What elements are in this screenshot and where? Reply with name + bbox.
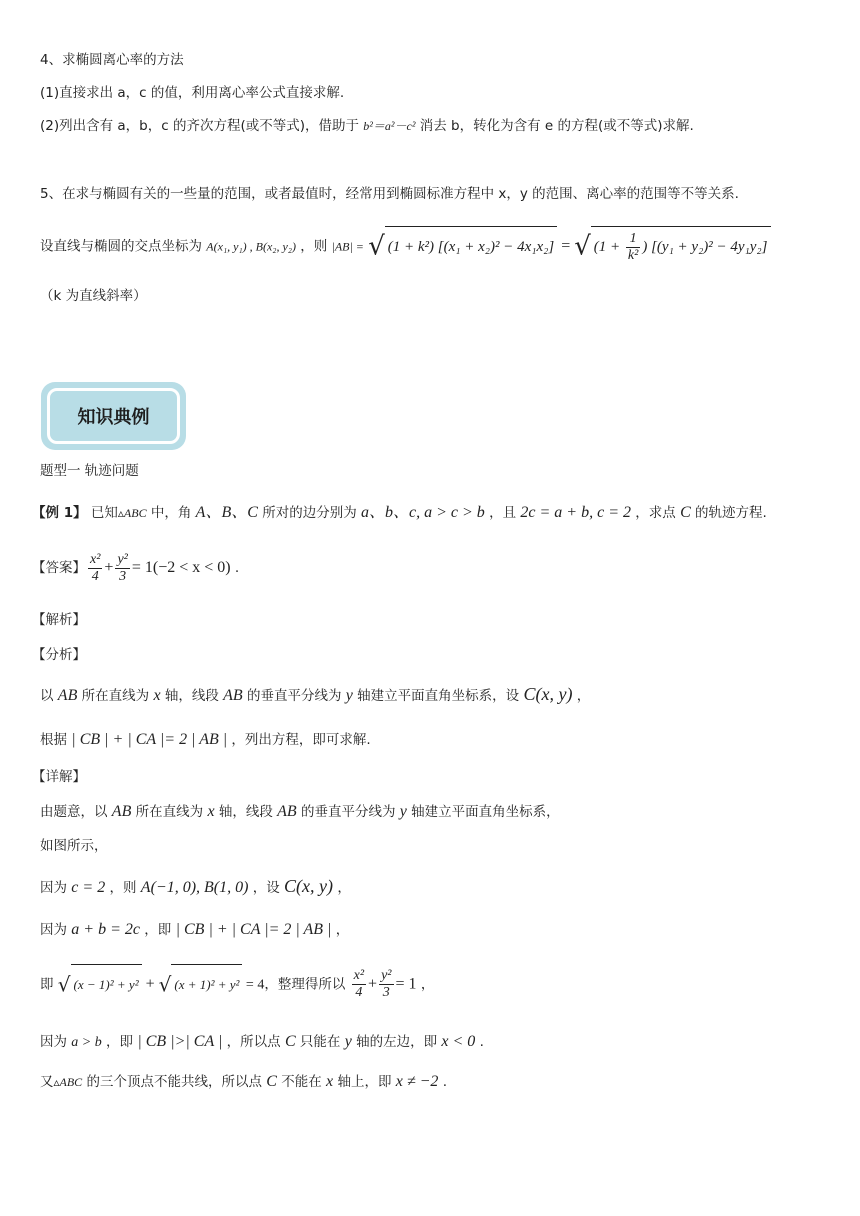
d5-den-1: 4 <box>355 985 363 1000</box>
example-1 <box>32 503 767 523</box>
an1-b: 所在直线为 <box>77 688 154 704</box>
an1-cxy: C(x, y) <box>523 684 573 704</box>
an2-eq: | CB | + | CA |= 2 | AB | <box>71 731 228 748</box>
frac-num: 1 <box>626 231 640 248</box>
breakdown-label: 【分析】 <box>32 647 86 663</box>
d4-b: ，即 <box>140 922 176 938</box>
d3-points: A(−1, 0), B(1, 0) <box>140 879 249 896</box>
d6-ab: a > b <box>71 1035 102 1050</box>
d6-d: 只能在 <box>295 1034 345 1050</box>
formula-text-pre: 设直线与椭圆的交点坐标为 <box>40 238 207 255</box>
sqrt-formula-1-body: (1 + k²) [(x₁ + x₂)² − 4x₁x₂] <box>385 226 557 267</box>
d6-cmp: | CB |>| CA | <box>137 1033 223 1050</box>
d4-eq1: a + b = 2c <box>71 921 140 938</box>
d3-b: ，则 <box>105 880 141 896</box>
d7-e: . <box>438 1074 448 1090</box>
d1-b: 所在直线为 <box>131 804 208 820</box>
d3-c: ，设 <box>248 880 285 896</box>
example-text-a: 已知 <box>86 505 118 521</box>
an1-d: 的垂直平分线为 <box>242 688 346 704</box>
d7-b: 的三个顶点不能共线，所以点 <box>82 1074 267 1090</box>
d7-d: 轴上，即 <box>333 1074 396 1090</box>
method-2-equation: b²＝a²－c² <box>363 119 416 133</box>
section-5-title: 5、在求与椭圆有关的一些量的范围，或者最值时，经常用到椭圆标准方程中 x，y 的范围、离心率的范围等不等关系. <box>40 186 739 202</box>
badge-label: 知识典例 <box>47 388 180 444</box>
d7-c: 不能在 <box>276 1074 327 1090</box>
an2-b: ，列出方程，即可求解. <box>227 732 371 748</box>
d7-x: x <box>326 1073 334 1090</box>
d5-sqrt-1: √ (x − 1)² + y² <box>58 964 142 1005</box>
d4-c: ， <box>331 922 350 938</box>
sqrt-formula-2: √ (1 + $\frac{1}{\text{k²}}$ ) [(y₁ + y₂)² − 4y₁y₂] <box>574 226 770 267</box>
d5-c: ， <box>416 976 435 993</box>
analysis-line-1 <box>40 684 590 706</box>
d5-eq3: = 1 <box>395 975 417 993</box>
detail-line-7 <box>40 1072 447 1092</box>
d1-x: x <box>207 803 215 820</box>
answer-end: . <box>230 560 240 576</box>
triangle-abc: ▵ABC <box>117 506 147 520</box>
d7-point-c: C <box>266 1073 277 1090</box>
d1-a: 由题意，以 <box>40 804 112 820</box>
condition: 2c = a + b, c = 2 <box>520 504 631 521</box>
angles: A、B、C <box>195 504 258 521</box>
d6-e: 轴的左边，即 <box>351 1034 442 1050</box>
d6-c: ，所以点 <box>222 1034 285 1050</box>
answer-label: 【答案】 <box>32 560 86 576</box>
d6-f: . <box>475 1034 484 1050</box>
d3-d: ， <box>333 880 351 896</box>
d5-b: ，整理得所以 <box>264 976 350 993</box>
question-type-title: 题型一 轨迹问题 <box>40 463 139 479</box>
an1-ab: AB <box>57 687 78 704</box>
d1-ab: AB <box>111 803 132 820</box>
detail-line-5 <box>40 964 434 1004</box>
section-4-title: 4、求椭圆离心率的方法 <box>40 52 184 68</box>
answer-den-2: 3 <box>119 568 127 584</box>
d5-num-1: x² <box>353 968 365 983</box>
d5-sqrt-2: √ (x + 1)² + y² <box>159 964 243 1005</box>
detail-line-6 <box>40 1032 484 1053</box>
ab-abs: |AB| = <box>331 239 364 254</box>
d6-x0: x < 0 <box>441 1033 476 1050</box>
d1-d: 的垂直平分线为 <box>296 804 400 820</box>
section-4-method-1: (1)直接求出 a，c 的值，利用离心率公式直接求解. <box>40 85 345 101</box>
d5-num-2: y² <box>381 968 392 983</box>
formula-equals: = <box>557 237 575 255</box>
d5-eq: = 4 <box>242 977 265 993</box>
intersection-points: A(x₁, y₁) , B(x₂, y₂) <box>206 239 296 254</box>
example-text-f: 的轨迹方程. <box>690 505 767 521</box>
d4-eq2: | CB | + | CA |= 2 | AB | <box>175 921 332 938</box>
an1-ab2: AB <box>223 687 243 704</box>
analysis-label: 【解析】 <box>32 612 86 628</box>
d5-r2: (x + 1)² + y² <box>171 964 242 1005</box>
example-text-c: 所对的边分别为 <box>257 505 361 521</box>
answer-plus: + <box>104 559 114 576</box>
d5-plus2: + <box>368 975 378 993</box>
example-text-b: 中，角 <box>146 505 196 521</box>
chord-length-formula <box>40 226 771 266</box>
knowledge-examples-badge <box>41 382 186 450</box>
method-2-text-a: (2)列出含有 a，b，c 的齐次方程(或不等式)，借助于 <box>40 118 364 134</box>
an1-e: 轴建立平面直角坐标系，设 <box>352 688 524 704</box>
detail-line-3 <box>40 876 351 898</box>
frac-den: k² <box>627 248 639 264</box>
d6-a: 因为 <box>40 1034 72 1050</box>
d3-c2: c = 2 <box>71 879 106 896</box>
d5-den-2: 3 <box>382 985 390 1000</box>
d7-a: 又 <box>40 1074 54 1090</box>
d5-r1: (x − 1)² + y² <box>71 964 142 1005</box>
detail-line-2: 如图所示， <box>40 838 108 854</box>
an1-x: x <box>153 687 161 704</box>
an2-a: 根据 <box>40 732 72 748</box>
sides-relation: a、b、c, a > c > b <box>361 504 485 521</box>
d1-y: y <box>399 803 407 820</box>
formula-text-mid: ，则 <box>295 238 332 255</box>
d3-a: 因为 <box>40 880 72 896</box>
sqrt-formula-2-part-a: (1 + <box>593 239 624 255</box>
example-text-e: ，求点 <box>631 505 681 521</box>
answer <box>32 548 239 588</box>
an1-a: 以 <box>40 688 58 704</box>
example-text-d: ，且 <box>484 505 521 521</box>
d1-e: 轴建立平面直角坐标系， <box>406 804 560 820</box>
answer-rest: = 1(−2 < x < 0) <box>131 559 231 576</box>
d4-a: 因为 <box>40 922 72 938</box>
d1-ab2: AB <box>277 803 297 820</box>
d6-y: y <box>344 1033 352 1050</box>
sqrt-formula-2-part-b: ) [(y₁ + y₂)² − 4y₁y₂] <box>642 239 768 255</box>
point-c: C <box>680 504 691 521</box>
sqrt-formula-1: √ (1 + k²) [(x₁ + x₂)² − 4x₁x₂] <box>368 226 557 267</box>
answer-num-2: y² <box>117 551 128 567</box>
example-label: 【例 1】 <box>32 505 87 521</box>
d5-a: 即 <box>40 976 58 993</box>
d6-point-c: C <box>284 1033 296 1050</box>
detail-label: 【详解】 <box>32 769 86 785</box>
an1-y: y <box>345 687 353 704</box>
d5-plus: + <box>141 975 159 993</box>
an1-c: 轴，线段 <box>160 688 224 704</box>
slope-note: （k 为直线斜率） <box>40 288 147 304</box>
d6-b: ，即 <box>101 1034 138 1050</box>
analysis-line-2 <box>40 730 371 750</box>
detail-line-4 <box>40 920 349 940</box>
d1-c: 轴，线段 <box>214 804 278 820</box>
method-2-text-b: 消去 b，转化为含有 e 的方程(或不等式)求解. <box>415 118 694 134</box>
answer-num-1: x² <box>90 551 101 567</box>
d7-xn: x ≠ −2 <box>395 1073 439 1090</box>
detail-line-1 <box>40 802 560 822</box>
d7-triangle: ▵ABC <box>53 1075 83 1089</box>
d3-cxy: C(x, y) <box>284 876 334 896</box>
an1-f: ， <box>572 688 591 704</box>
section-4-method-2 <box>40 116 694 136</box>
answer-den-1: 4 <box>91 568 99 584</box>
